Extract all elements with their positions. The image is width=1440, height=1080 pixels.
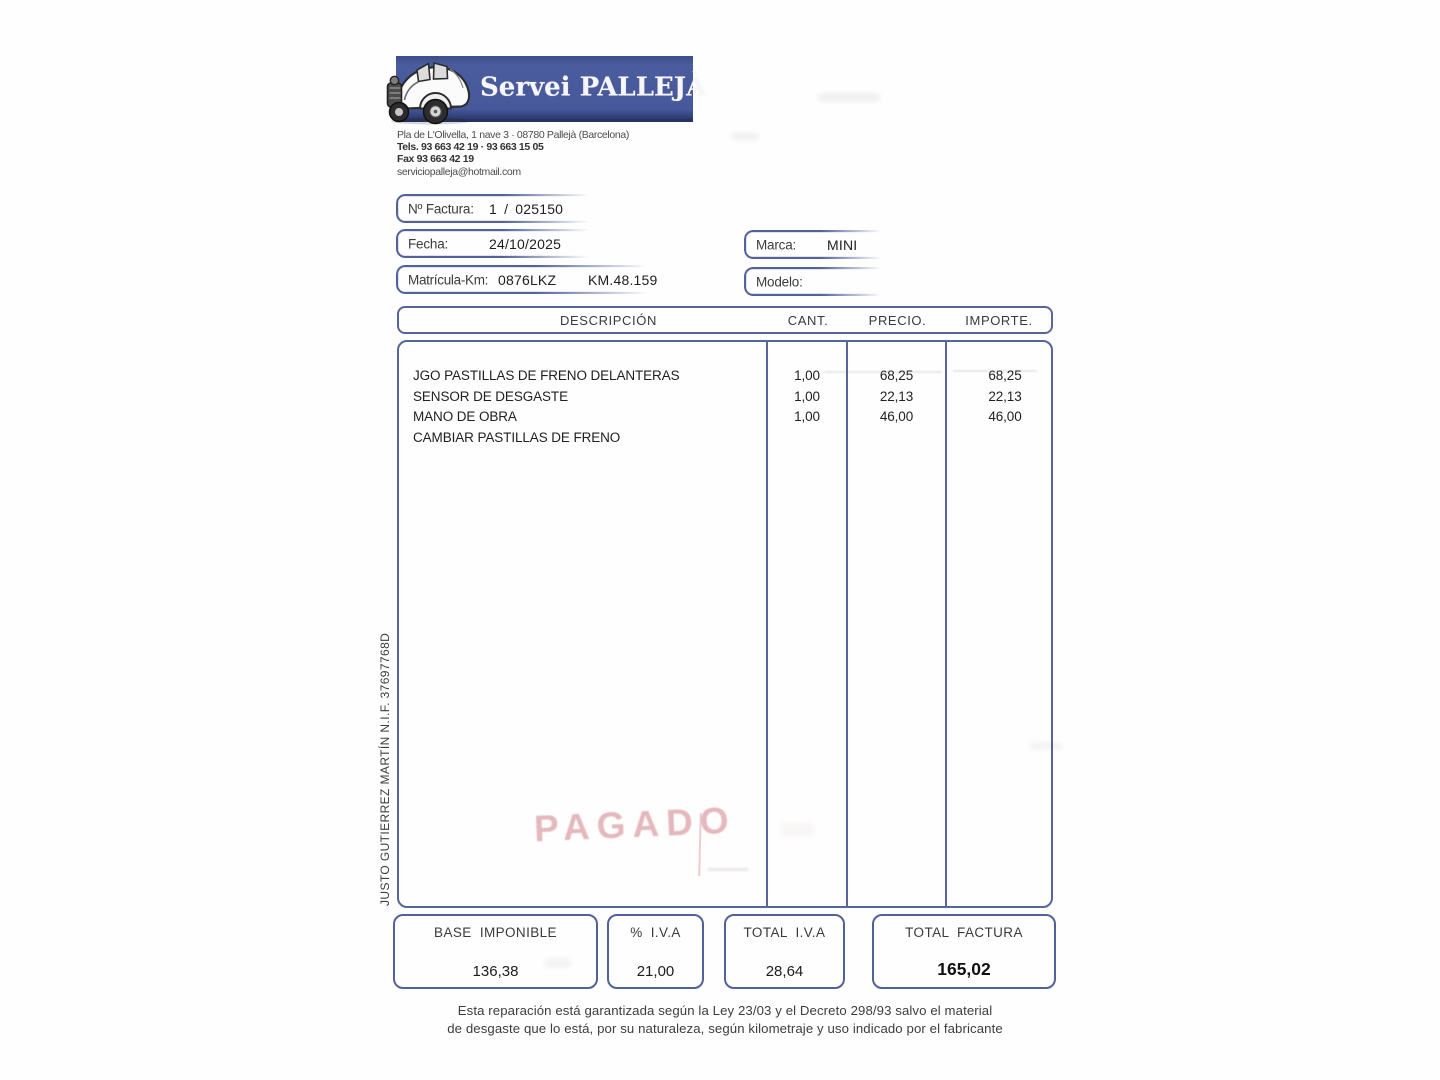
date-field bbox=[396, 229, 601, 258]
scan-artifact bbox=[953, 370, 1037, 372]
item-description: SENSOR DE DESGASTE bbox=[413, 388, 568, 404]
phones-line: Tels. 93 663 42 19 · 93 663 15 05 bbox=[397, 141, 544, 154]
scan-artifact bbox=[824, 371, 942, 373]
item-amount: 46,00 bbox=[988, 409, 1022, 425]
address-line: Pla de L'Olivella, 1 nave 3 · 08780 Pallejà (Barcelona) bbox=[397, 129, 629, 141]
brand-banner bbox=[396, 56, 707, 122]
iva-percent-box bbox=[607, 914, 704, 989]
date-label: Fecha: bbox=[408, 236, 449, 251]
item-amount: 68,25 bbox=[988, 368, 1022, 383]
scan-artifact bbox=[1030, 742, 1062, 750]
importe-column bbox=[947, 342, 1051, 906]
column-header-precio: PRECIO. bbox=[868, 312, 927, 328]
precio-column bbox=[848, 342, 947, 906]
iva-total-box bbox=[724, 914, 845, 989]
base-imponible-box bbox=[393, 914, 598, 989]
total-factura-label: TOTAL FACTURA bbox=[905, 925, 1023, 940]
warranty-disclaimer bbox=[397, 1002, 1053, 1037]
iva-percent-value: 21,00 bbox=[636, 963, 675, 980]
fax-line: Fax 93 663 42 19 bbox=[397, 153, 474, 166]
date-value: 24/10/2025 bbox=[489, 235, 562, 252]
beetle-car-icon bbox=[384, 55, 480, 127]
paid-stamp-smudge bbox=[708, 868, 748, 871]
model-label: Modelo: bbox=[756, 274, 803, 289]
item-quantity: 1,00 bbox=[794, 409, 820, 425]
item-price: 68,25 bbox=[879, 368, 914, 383]
total-factura-box bbox=[872, 914, 1056, 989]
email-line: serviciopalleja@hotmail.com bbox=[397, 165, 521, 178]
company-address-block bbox=[397, 129, 629, 178]
base-imponible-label: BASE IMPONIBLE bbox=[434, 925, 557, 940]
model-field bbox=[744, 267, 890, 296]
warranty-line-1: Esta reparación está garantizada según la Ley 23/03 y el Decreto 298/93 salvo el material bbox=[457, 1003, 993, 1018]
invoice-number-label: Nº Factura: bbox=[408, 201, 474, 216]
owner-nif-vertical-text: JUSTO GUTIERREZ MARTÍN N.I.F. 37697768D bbox=[378, 632, 392, 906]
brand-field bbox=[744, 230, 890, 259]
scan-artifact bbox=[731, 133, 759, 140]
total-factura-value: 165,02 bbox=[937, 959, 991, 979]
km-value: KM.48.159 bbox=[588, 271, 658, 288]
plate-km-field bbox=[396, 265, 664, 294]
invoice-number-field bbox=[396, 194, 601, 223]
scan-artifact bbox=[545, 958, 571, 968]
brand-value: MINI bbox=[827, 236, 858, 253]
warranty-line-2: de desgaste que lo está, por su naturaleza, según kilometraje y uso indicado por el fabricante bbox=[447, 1020, 1003, 1036]
item-description: CAMBIAR PASTILLAS DE FRENO bbox=[413, 429, 621, 445]
cant-column bbox=[768, 342, 848, 906]
scan-artifact bbox=[818, 93, 880, 102]
item-amount: 22,13 bbox=[988, 388, 1022, 404]
item-quantity: 1,00 bbox=[794, 368, 820, 383]
plate-label: Matrícula-Km: bbox=[408, 272, 489, 287]
item-price: 22,13 bbox=[879, 388, 914, 404]
brand-label: Marca: bbox=[756, 237, 797, 252]
plate-value: 0876LKZ bbox=[498, 271, 557, 288]
iva-total-value: 28,64 bbox=[765, 963, 804, 980]
item-price: 46,00 bbox=[879, 409, 914, 425]
column-header-importe: IMPORTE. bbox=[965, 312, 1033, 328]
item-description: JGO PASTILLAS DE FRENO DELANTERAS bbox=[413, 368, 680, 383]
scan-artifact bbox=[780, 823, 814, 837]
items-table-header bbox=[397, 306, 1053, 334]
item-description: MANO DE OBRA bbox=[413, 409, 517, 425]
item-quantity: 1,00 bbox=[794, 388, 820, 404]
column-header-descripcion: DESCRIPCIÓN bbox=[560, 312, 657, 328]
column-header-cant: CANT. bbox=[787, 312, 829, 328]
base-imponible-value: 136,38 bbox=[472, 963, 519, 980]
iva-percent-label: % I.V.A bbox=[630, 925, 681, 940]
paid-stamp: PAGADO bbox=[533, 799, 737, 850]
company-name: Servei PALLEJÀ bbox=[480, 71, 707, 102]
iva-total-label: TOTAL I.V.A bbox=[743, 925, 826, 940]
invoice-number-value: 1 / 025150 bbox=[489, 200, 564, 217]
